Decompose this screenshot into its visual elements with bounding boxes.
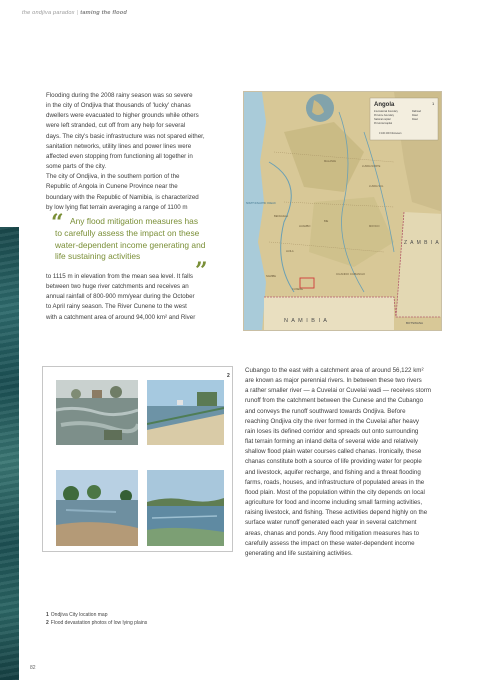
text-line: Republic of Angola in Cunene Province near the [46,183,178,191]
page-number: 82 [30,665,36,671]
quote-line: to carefully assess the impact on these [55,227,200,238]
text-line: boundary with the Republic of Namibia, is characterized [46,193,199,201]
text-line: in the city of Ondjiva that thousands of 'lucky' chanas [46,102,191,110]
edge-photo-strip [0,227,19,680]
map-label-cunene: CUNENE [292,288,303,291]
text-line: between two huge river catchments and receives an [46,283,189,291]
text-line: agriculture for food and income including small farming activities, [245,499,423,507]
quote-line: life sustaining activities [55,251,141,262]
caption-2 [46,619,147,627]
text-line: by low lying flat terrain averaging a range of 1100 m [46,203,188,211]
map-label-moxico: MOXICO [369,225,380,228]
text-line: annual rainfall of 800-900 mm/year during the October [46,293,195,301]
text-line: flat terrain forming an inland delta of several wide and relatively [245,438,418,446]
map-graphic [244,92,442,331]
text-line: and livestock, aquifer recharge, and fishing and a threat flooding [245,468,421,476]
text-line: farms, roads, houses, and infrastructure of populated areas in the [245,478,425,486]
caption-text: Ondjiva City location map [50,612,108,618]
map-title: Angola [374,102,395,108]
caption-text: Flood devastation photos of low lying plains [50,620,148,626]
text-line: a rather smaller river — a Cuvelai or Cuvelai wadi — receives storm [245,387,432,395]
map-label-botswana: BOTSWANA [406,321,424,325]
map-legend-item: Province boundary [374,114,394,117]
paragraph-catchment [245,366,445,559]
running-header [22,10,127,16]
text-line: runoff from the catchment between the Cunese and the Cubango [245,397,424,405]
text-line: generating and life sustaining activities. [245,549,353,557]
text-line: areas, chanas and ponds. Any flood mitigation measures has to [245,529,420,537]
photos-figure-number: 2 [227,373,230,379]
map-label-huambo: HUAMBO [299,225,311,228]
flood-photo-flooded-farm [56,470,138,546]
map-label-lunda-sul: LUNDA SUL [369,185,384,188]
map-legend-item: Road [412,114,418,117]
map-label-bie: BIE [324,220,329,223]
text-line: affected even stopping from functioning all together in [46,152,193,160]
text-line: to April rainy season. The River Cunene to the west [46,303,187,311]
map-label-malanje: MALANJE [324,160,336,163]
map-label-lunda-norte: LUNDA NORTE [362,165,381,168]
map-legend-item: Road [412,118,418,121]
map-legend-item: Provincial capital [374,122,392,125]
text-line: to 1115 m in elevation from the mean sea level. It falls [46,273,193,280]
flood-photo-flooded-road [147,380,224,445]
figure-captions [46,611,147,627]
text-line: rain loses its defined corridor and spreads out onto surrounding [245,427,419,435]
text-line: some parts of the city. [46,163,107,171]
text-line: Flooding during the 2008 rainy season was so severe [46,92,193,99]
text-line: dwellers were evacuated to higher grounds while others [46,112,199,120]
header-chapter: taming the flood [80,10,127,16]
caption-number: 2 [46,620,49,626]
text-line: sanitation networks, utility lines and power lines were [46,142,192,150]
text-line: are known as major perennial rivers. In between these two rivers [245,377,422,385]
map-scale: 0 100 200 Kilometers [379,132,402,135]
text-line: Cubango to the east with a catchment area of around 56,122 km² [245,367,424,374]
flood-photo-flooded-plain [147,470,224,546]
map-label-benguela: BENGUELA [274,215,289,218]
text-line: raising livestock, and fishing. These activities depend highly on the [245,509,428,517]
header-separator: | [76,10,79,16]
map-label-cuando: CUANDO CUBANGO [336,272,366,276]
text-line: flood plain. Most of the population within the city depends on local [245,488,425,496]
header-series: the ondjiva paradox [22,10,75,16]
text-line: carefully assess the impact on these water-dependent income [245,539,415,547]
map-legend-item: National capital [374,118,391,121]
map-legend-item: International boundary [374,110,398,113]
text-line: were left stranded, cut off from any help for several [46,122,186,130]
open-quote-mark: “ [51,210,64,236]
text-line: surface water runoff generated each year in several catchment [245,519,417,527]
map-legend-item: Railroad [412,110,421,113]
paragraph-elevation [46,272,231,323]
text-line: shallow flood plain water courses called chanas. Ironically, these [245,448,422,456]
angola-location-map [243,91,442,331]
paragraph-intro [46,91,231,213]
text-line: with a catchment area of around 94,000 km² and River [46,313,196,321]
text-line: chanas constitute both a source of life providing water for people [245,458,422,466]
quote-line: Any flood mitigation measures has [70,216,199,226]
close-quote-mark: ” [195,258,208,284]
text-line: The city of Ondjiva, in the southern portion of the [46,173,180,181]
flood-photos-frame [42,366,233,552]
text-line: and conveys the runoff southward towards Ondjiva. Before [245,407,406,415]
flood-photo-flooded-village [56,380,138,445]
map-label-namibe: NAMIBE [266,275,276,278]
text-line: days. The city's basic infrastructure was not spared either, [46,132,205,140]
map-figure-number: 1 [432,101,435,106]
map-label-namibia: N A M I B I A [284,318,328,324]
map-label-zambia: Z A M B I A [404,240,440,246]
map-label-huila: HUILA [286,250,294,253]
caption-1 [46,611,147,619]
map-label-ocean: SOUTH ATLANTIC OCEAN [246,202,276,205]
quote-line: water-dependent income generating and [55,239,206,250]
caption-number: 1 [46,612,49,618]
text-line: reaching Ondjiva city the river formed in the Cuvelai after heavy [245,417,420,425]
